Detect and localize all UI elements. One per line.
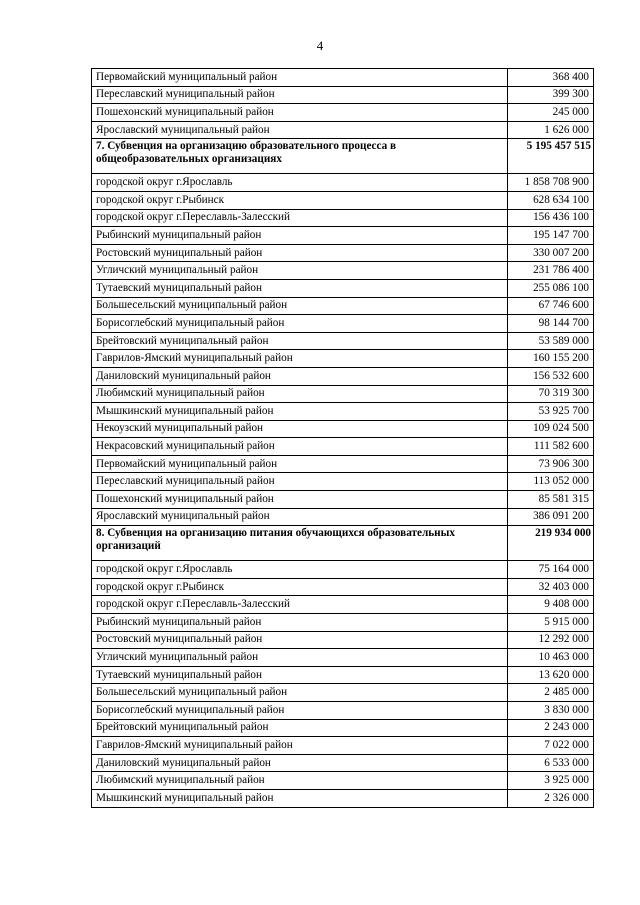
amount: 13 620 000 <box>508 666 594 684</box>
section-title: 8. Субвенция на организацию питания обучающихся образовательных организаций <box>92 526 508 561</box>
district-name: Борисоглебский муниципальный район <box>92 315 508 333</box>
table-row <box>92 473 594 491</box>
amount: 6 533 000 <box>508 754 594 772</box>
district-name: Даниловский муниципальный район <box>92 754 508 772</box>
budget-table <box>91 68 594 808</box>
district-name: Переславский муниципальный район <box>92 86 508 104</box>
district-name: Большесельский муниципальный район <box>92 684 508 702</box>
table-row <box>92 367 594 385</box>
amount: 85 581 315 <box>508 491 594 509</box>
table-row <box>92 420 594 438</box>
amount: 53 925 700 <box>508 403 594 421</box>
district-name: Некрасовский муниципальный район <box>92 438 508 456</box>
district-name: Тутаевский муниципальный район <box>92 666 508 684</box>
amount: 330 007 200 <box>508 244 594 262</box>
district-name: Тутаевский муниципальный район <box>92 279 508 297</box>
amount: 73 906 300 <box>508 455 594 473</box>
district-name: Даниловский муниципальный район <box>92 367 508 385</box>
district-name: Ростовский муниципальный район <box>92 244 508 262</box>
table-row <box>92 209 594 227</box>
district-name: Борисоглебский муниципальный район <box>92 702 508 720</box>
table-row <box>92 244 594 262</box>
district-name: Первомайский муниципальный район <box>92 69 508 87</box>
section-header-row <box>92 526 594 561</box>
table-row <box>92 403 594 421</box>
amount: 98 144 700 <box>508 315 594 333</box>
district-name: Мышкинский муниципальный район <box>92 789 508 807</box>
table-row <box>92 332 594 350</box>
table-row <box>92 121 594 139</box>
district-name: Первомайский муниципальный район <box>92 455 508 473</box>
amount: 109 024 500 <box>508 420 594 438</box>
district-name: Брейтовский муниципальный район <box>92 719 508 737</box>
table-row <box>92 438 594 456</box>
amount: 67 746 600 <box>508 297 594 315</box>
amount: 1 626 000 <box>508 121 594 139</box>
district-name: городской округ г.Ярославль <box>92 174 508 192</box>
amount: 9 408 000 <box>508 596 594 614</box>
table-row <box>92 350 594 368</box>
section-total: 5 195 457 515 <box>508 139 594 174</box>
district-name: Любимский муниципальный район <box>92 385 508 403</box>
table-row <box>92 227 594 245</box>
amount: 1 858 708 900 <box>508 174 594 192</box>
district-name: Ярославский муниципальный район <box>92 121 508 139</box>
budget-table-body <box>92 69 594 808</box>
district-name: Ярославский муниципальный район <box>92 508 508 526</box>
amount: 156 436 100 <box>508 209 594 227</box>
table-row <box>92 719 594 737</box>
district-name: городской округ г.Переславль-Залесский <box>92 209 508 227</box>
district-name: Мышкинский муниципальный район <box>92 403 508 421</box>
district-name: Некоузский муниципальный район <box>92 420 508 438</box>
table-row <box>92 385 594 403</box>
table-row <box>92 508 594 526</box>
district-name: Гаврилов-Ямский муниципальный район <box>92 737 508 755</box>
amount: 10 463 000 <box>508 649 594 667</box>
table-row <box>92 491 594 509</box>
table-row <box>92 666 594 684</box>
amount: 231 786 400 <box>508 262 594 280</box>
district-name: городской округ г.Переславль-Залесский <box>92 596 508 614</box>
amount: 386 091 200 <box>508 508 594 526</box>
district-name: Любимский муниципальный район <box>92 772 508 790</box>
table-row <box>92 684 594 702</box>
table-row <box>92 86 594 104</box>
table-row <box>92 596 594 614</box>
district-name: Угличский муниципальный район <box>92 649 508 667</box>
section-title: 7. Субвенция на организацию образовательного процесса в общеобразовательных организациях <box>92 139 508 174</box>
table-row <box>92 772 594 790</box>
district-name: Угличский муниципальный район <box>92 262 508 280</box>
page-number: 4 <box>316 38 324 53</box>
table-row <box>92 174 594 192</box>
district-name: Гаврилов-Ямский муниципальный район <box>92 350 508 368</box>
amount: 368 400 <box>508 69 594 87</box>
amount: 255 086 100 <box>508 279 594 297</box>
table-row <box>92 789 594 807</box>
amount: 53 589 000 <box>508 332 594 350</box>
amount: 156 532 600 <box>508 367 594 385</box>
amount: 70 319 300 <box>508 385 594 403</box>
amount: 7 022 000 <box>508 737 594 755</box>
amount: 628 634 100 <box>508 191 594 209</box>
section-total: 219 934 000 <box>508 526 594 561</box>
amount: 3 925 000 <box>508 772 594 790</box>
district-name: Рыбинский муниципальный район <box>92 227 508 245</box>
amount: 245 000 <box>508 104 594 122</box>
amount: 2 485 000 <box>508 684 594 702</box>
table-row <box>92 297 594 315</box>
table-row <box>92 737 594 755</box>
table-row <box>92 455 594 473</box>
amount: 399 300 <box>508 86 594 104</box>
district-name: городской округ г.Рыбинск <box>92 578 508 596</box>
section-header-row <box>92 139 594 174</box>
amount: 32 403 000 <box>508 578 594 596</box>
table-row <box>92 754 594 772</box>
table-row <box>92 279 594 297</box>
district-name: Брейтовский муниципальный район <box>92 332 508 350</box>
amount: 160 155 200 <box>508 350 594 368</box>
amount: 195 147 700 <box>508 227 594 245</box>
table-row <box>92 315 594 333</box>
amount: 2 326 000 <box>508 789 594 807</box>
table-row <box>92 614 594 632</box>
table-row <box>92 262 594 280</box>
district-name: городской округ г.Ярославль <box>92 561 508 579</box>
table-row <box>92 702 594 720</box>
table-row <box>92 649 594 667</box>
table-row <box>92 69 594 87</box>
amount: 2 243 000 <box>508 719 594 737</box>
district-name: Рыбинский муниципальный район <box>92 614 508 632</box>
table-row <box>92 191 594 209</box>
amount: 12 292 000 <box>508 631 594 649</box>
district-name: Пошехонский муниципальный район <box>92 104 508 122</box>
table-row <box>92 104 594 122</box>
district-name: городской округ г.Рыбинск <box>92 191 508 209</box>
district-name: Пошехонский муниципальный район <box>92 491 508 509</box>
table-row <box>92 578 594 596</box>
amount: 3 830 000 <box>508 702 594 720</box>
district-name: Ростовский муниципальный район <box>92 631 508 649</box>
district-name: Переславский муниципальный район <box>92 473 508 491</box>
amount: 75 164 000 <box>508 561 594 579</box>
amount: 113 052 000 <box>508 473 594 491</box>
table-row <box>92 631 594 649</box>
table-row <box>92 561 594 579</box>
amount: 111 582 600 <box>508 438 594 456</box>
district-name: Большесельский муниципальный район <box>92 297 508 315</box>
amount: 5 915 000 <box>508 614 594 632</box>
